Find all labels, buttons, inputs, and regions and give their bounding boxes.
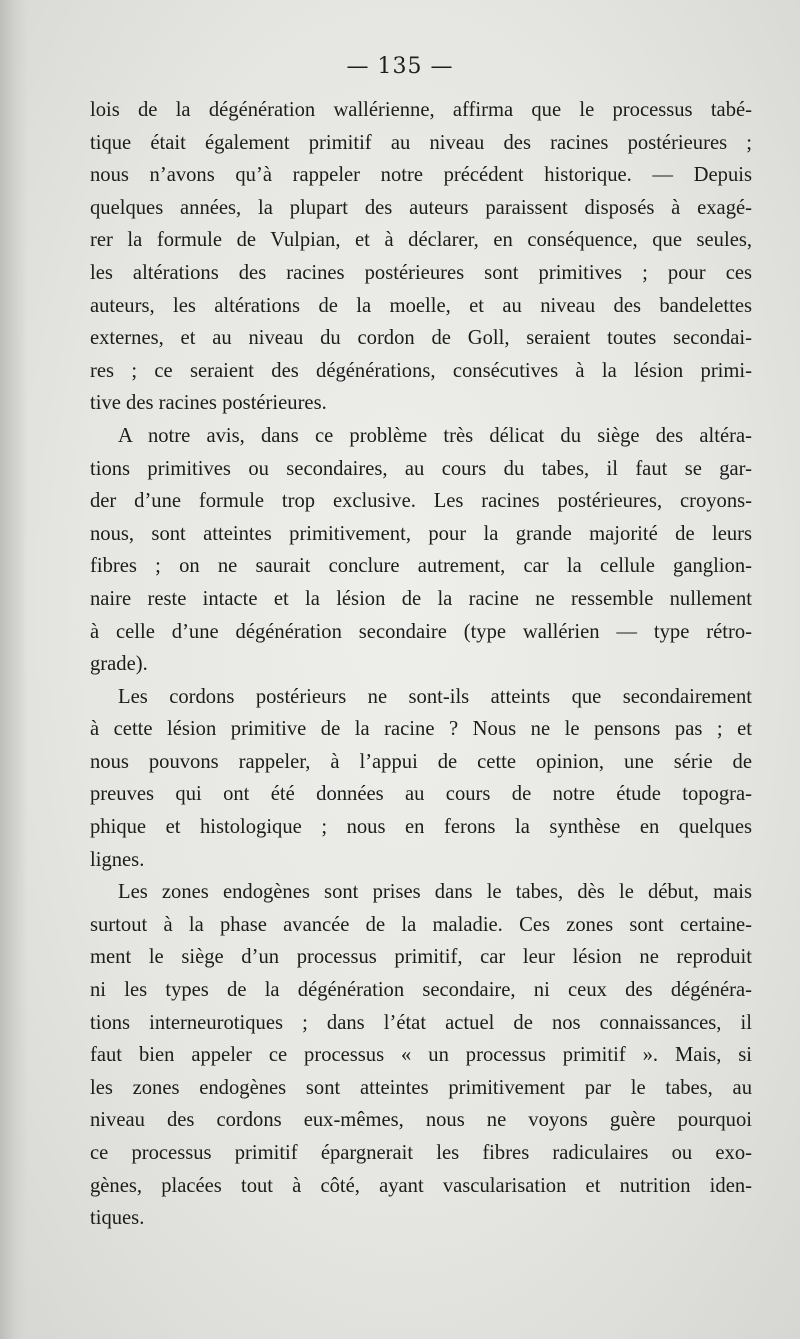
text-line: fibres ; on ne saurait conclure autrement, car la cellule ganglion- bbox=[90, 555, 752, 578]
text-line: ment le siège d’un processus primitif, car leur lésion ne reproduit bbox=[90, 946, 752, 969]
text-line: surtout à la phase avancée de la maladie. Ces zones sont certaine- bbox=[90, 913, 752, 936]
text-line: gènes, placées tout à côté, ayant vascularisation et nutrition iden- bbox=[90, 1174, 752, 1197]
text-line: faut bien appeler ce processus « un processus primitif ». Mais, si bbox=[90, 1044, 752, 1067]
text-line: quelques années, la plupart des auteurs paraissent disposés à exagé- bbox=[90, 196, 752, 219]
body-text bbox=[90, 94, 752, 1235]
text-line: der d’une formule trop exclusive. Les racines postérieures, croyons- bbox=[90, 490, 752, 513]
text-line: à celle d’une dégénération secondaire (type wallérien — type rétro- bbox=[90, 620, 752, 643]
paragraph-3 bbox=[90, 681, 752, 877]
text-line: nous pouvons rappeler, à l’appui de cette opinion, une série de bbox=[90, 750, 752, 773]
text-line: tions primitives ou secondaires, au cours du tabes, il faut se gar- bbox=[90, 457, 752, 480]
text-line: Les zones endogènes sont prises dans le tabes, dès le début, mais bbox=[118, 881, 752, 904]
text-line: phique et histologique ; nous en ferons la synthèse en quelques bbox=[90, 816, 752, 839]
text-line: tions interneurotiques ; dans l’état actuel de nos connaissances, il bbox=[90, 1011, 752, 1034]
text-line: naire reste intacte et la lésion de la racine ne ressemble nullement bbox=[90, 587, 752, 610]
text-line: Les cordons postérieurs ne sont-ils atteints que secondairement bbox=[118, 685, 752, 708]
text-line: res ; ce seraient des dégénérations, consécutives à la lésion primi- bbox=[90, 359, 752, 382]
text-line: lois de la dégénération wallérienne, affirma que le processus tabé- bbox=[90, 99, 752, 121]
text-line: rer la formule de Vulpian, et à déclarer, en conséquence, que seules, bbox=[90, 229, 752, 252]
text-line: ce processus primitif épargnerait les fibres radiculaires ou exo- bbox=[90, 1142, 752, 1164]
page-edge-shadow bbox=[0, 0, 28, 1339]
text-line: tiques. bbox=[90, 1207, 145, 1230]
text-line: niveau des cordons eux-mêmes, nous ne voyons guère pourquoi bbox=[90, 1109, 752, 1132]
text-line: externes, et au niveau du cordon de Goll, seraient toutes secondai- bbox=[90, 327, 752, 350]
text-line: A notre avis, dans ce problème très délicat du siège des altéra- bbox=[118, 424, 752, 447]
page-number: — 135 — bbox=[346, 54, 454, 79]
text-line: nous, sont atteintes primitivement, pour la grande majorité de leurs bbox=[90, 522, 752, 545]
text-line: nous n’avons qu’à rappeler notre précédent historique. — Depuis bbox=[90, 164, 752, 187]
text-line: les altérations des racines postérieures sont primitives ; pour ces bbox=[90, 261, 752, 284]
text-line: preuves qui ont été données au cours de notre étude topogra- bbox=[90, 783, 752, 806]
text-line: ni les types de la dégénération secondaire, ni ceux des dégénéra- bbox=[90, 979, 752, 1002]
text-line: lignes. bbox=[90, 848, 145, 871]
text-line: les zones endogènes sont atteintes primitivement par le tabes, au bbox=[90, 1076, 752, 1099]
paragraph-4 bbox=[90, 876, 752, 1235]
text-line: tique était également primitif au niveau des racines postérieures ; bbox=[90, 131, 752, 154]
text-line: tive des racines postérieures. bbox=[90, 392, 327, 415]
paragraph-2 bbox=[90, 420, 752, 681]
text-line: grade). bbox=[90, 653, 148, 676]
text-line: auteurs, les altérations de la moelle, et au niveau des bandelettes bbox=[90, 294, 752, 317]
paragraph-1 bbox=[90, 94, 752, 420]
text-line: à cette lésion primitive de la racine ? Nous ne le pensons pas ; et bbox=[90, 718, 752, 741]
